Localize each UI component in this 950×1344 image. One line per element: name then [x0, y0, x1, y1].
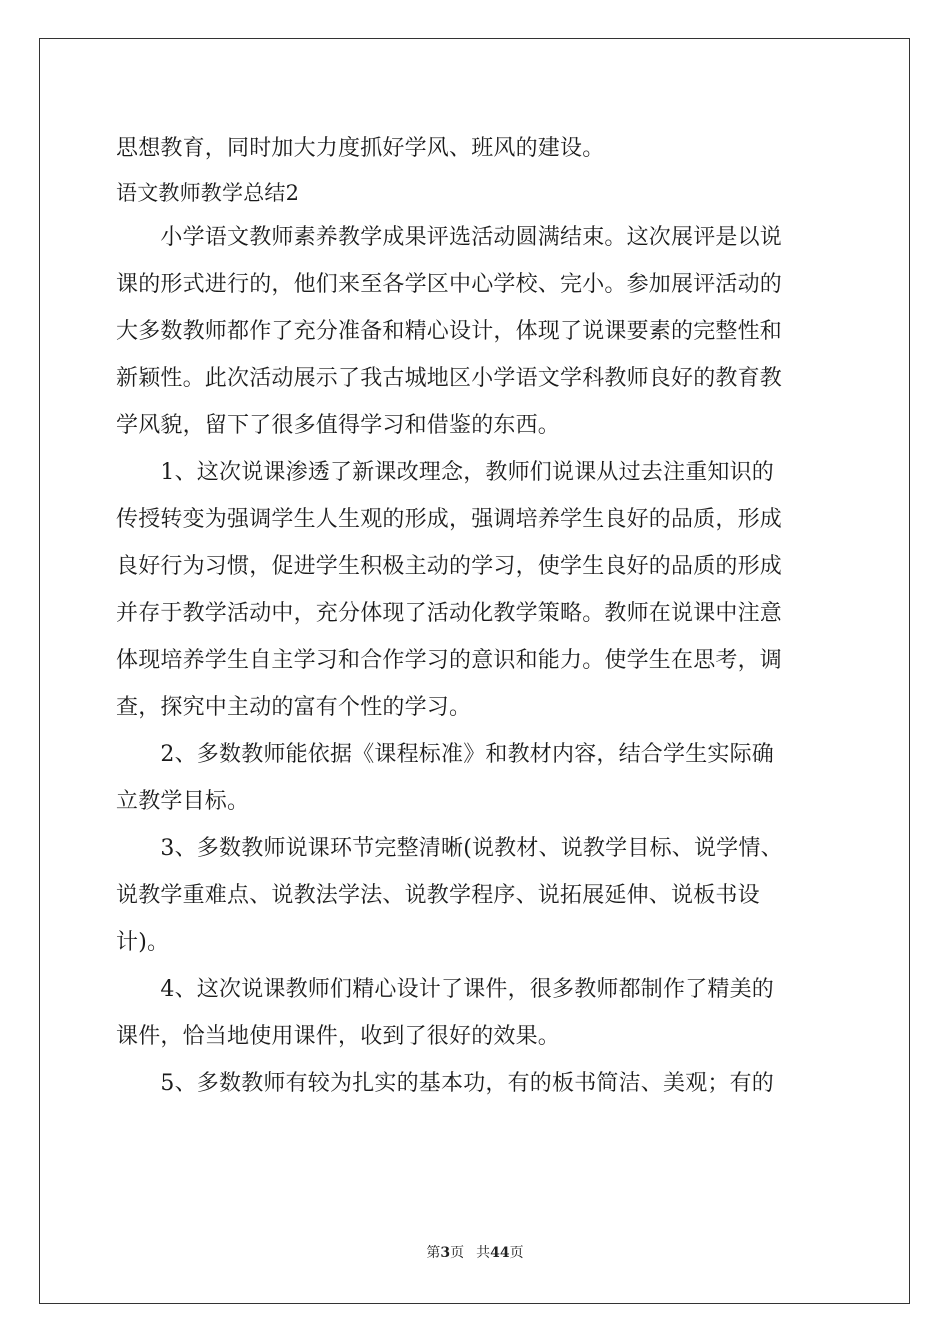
text-line: 小学语文教师素养教学成果评选活动圆满结束。这次展评是以说 [116, 225, 783, 250]
total-pages: 44 [490, 1245, 510, 1261]
text-line: 大多数教师都作了充分准备和精心设计，体现了说课要素的完整性和 [116, 319, 783, 344]
text-line: 新颖性。此次活动展示了我古城地区小学语文学科教师良好的教育教 [116, 366, 783, 391]
total-suffix: 页 [509, 1245, 524, 1261]
text-line: 说教学重难点、说教法学法、说教学程序、说拓展延伸、说板书设 [116, 883, 760, 908]
page-footer [0, 1244, 950, 1262]
text-line: 立教学目标。 [116, 789, 250, 814]
document-body [116, 125, 834, 1107]
text-line: 学风貌，留下了很多值得学习和借鉴的东西。 [116, 413, 561, 438]
text-line: 传授转变为强调学生人生观的形成，强调培养学生良好的品质，形成 [116, 507, 783, 532]
text-line: 4、这次说课教师们精心设计了课件，很多教师都制作了精美的 [116, 977, 774, 1002]
text-line: 1、这次说课渗透了新课改理念，教师们说课从过去注重知识的 [116, 460, 774, 485]
text-line: 课件，恰当地使用课件，收到了很好的效果。 [116, 1024, 561, 1049]
page-prefix: 第 [426, 1245, 441, 1261]
total-prefix: 共 [476, 1245, 491, 1261]
text-line: 良好行为习惯，促进学生积极主动的学习，使学生良好的品质的形成 [116, 554, 783, 579]
text-line: 体现培养学生自主学习和合作学习的意识和能力。使学生在思考，调 [116, 648, 783, 673]
text-line: 3、多数教师说课环节完整清晰(说教材、说教学目标、说学情、 [116, 836, 783, 861]
text-line: 并存于教学活动中，充分体现了活动化教学策略。教师在说课中注意 [116, 601, 783, 626]
page-suffix: 页 [450, 1245, 465, 1261]
text-line: 查，探究中主动的富有个性的学习。 [116, 695, 472, 720]
text-line: 计)。 [116, 930, 170, 955]
text-line: 课的形式进行的，他们来至各学区中心学校、完小。参加展评活动的 [116, 272, 783, 297]
text-line: 思想教育，同时加大力度抓好学风、班风的建设。 [116, 136, 605, 161]
text-line: 5、多数教师有较为扎实的基本功，有的板书简洁、美观；有的 [116, 1071, 774, 1096]
page-number: 3 [440, 1245, 451, 1261]
section-heading: 语文教师教学总结2 [116, 181, 300, 205]
text-line: 2、多数教师能依据《课程标准》和教材内容，结合学生实际确 [116, 742, 774, 767]
